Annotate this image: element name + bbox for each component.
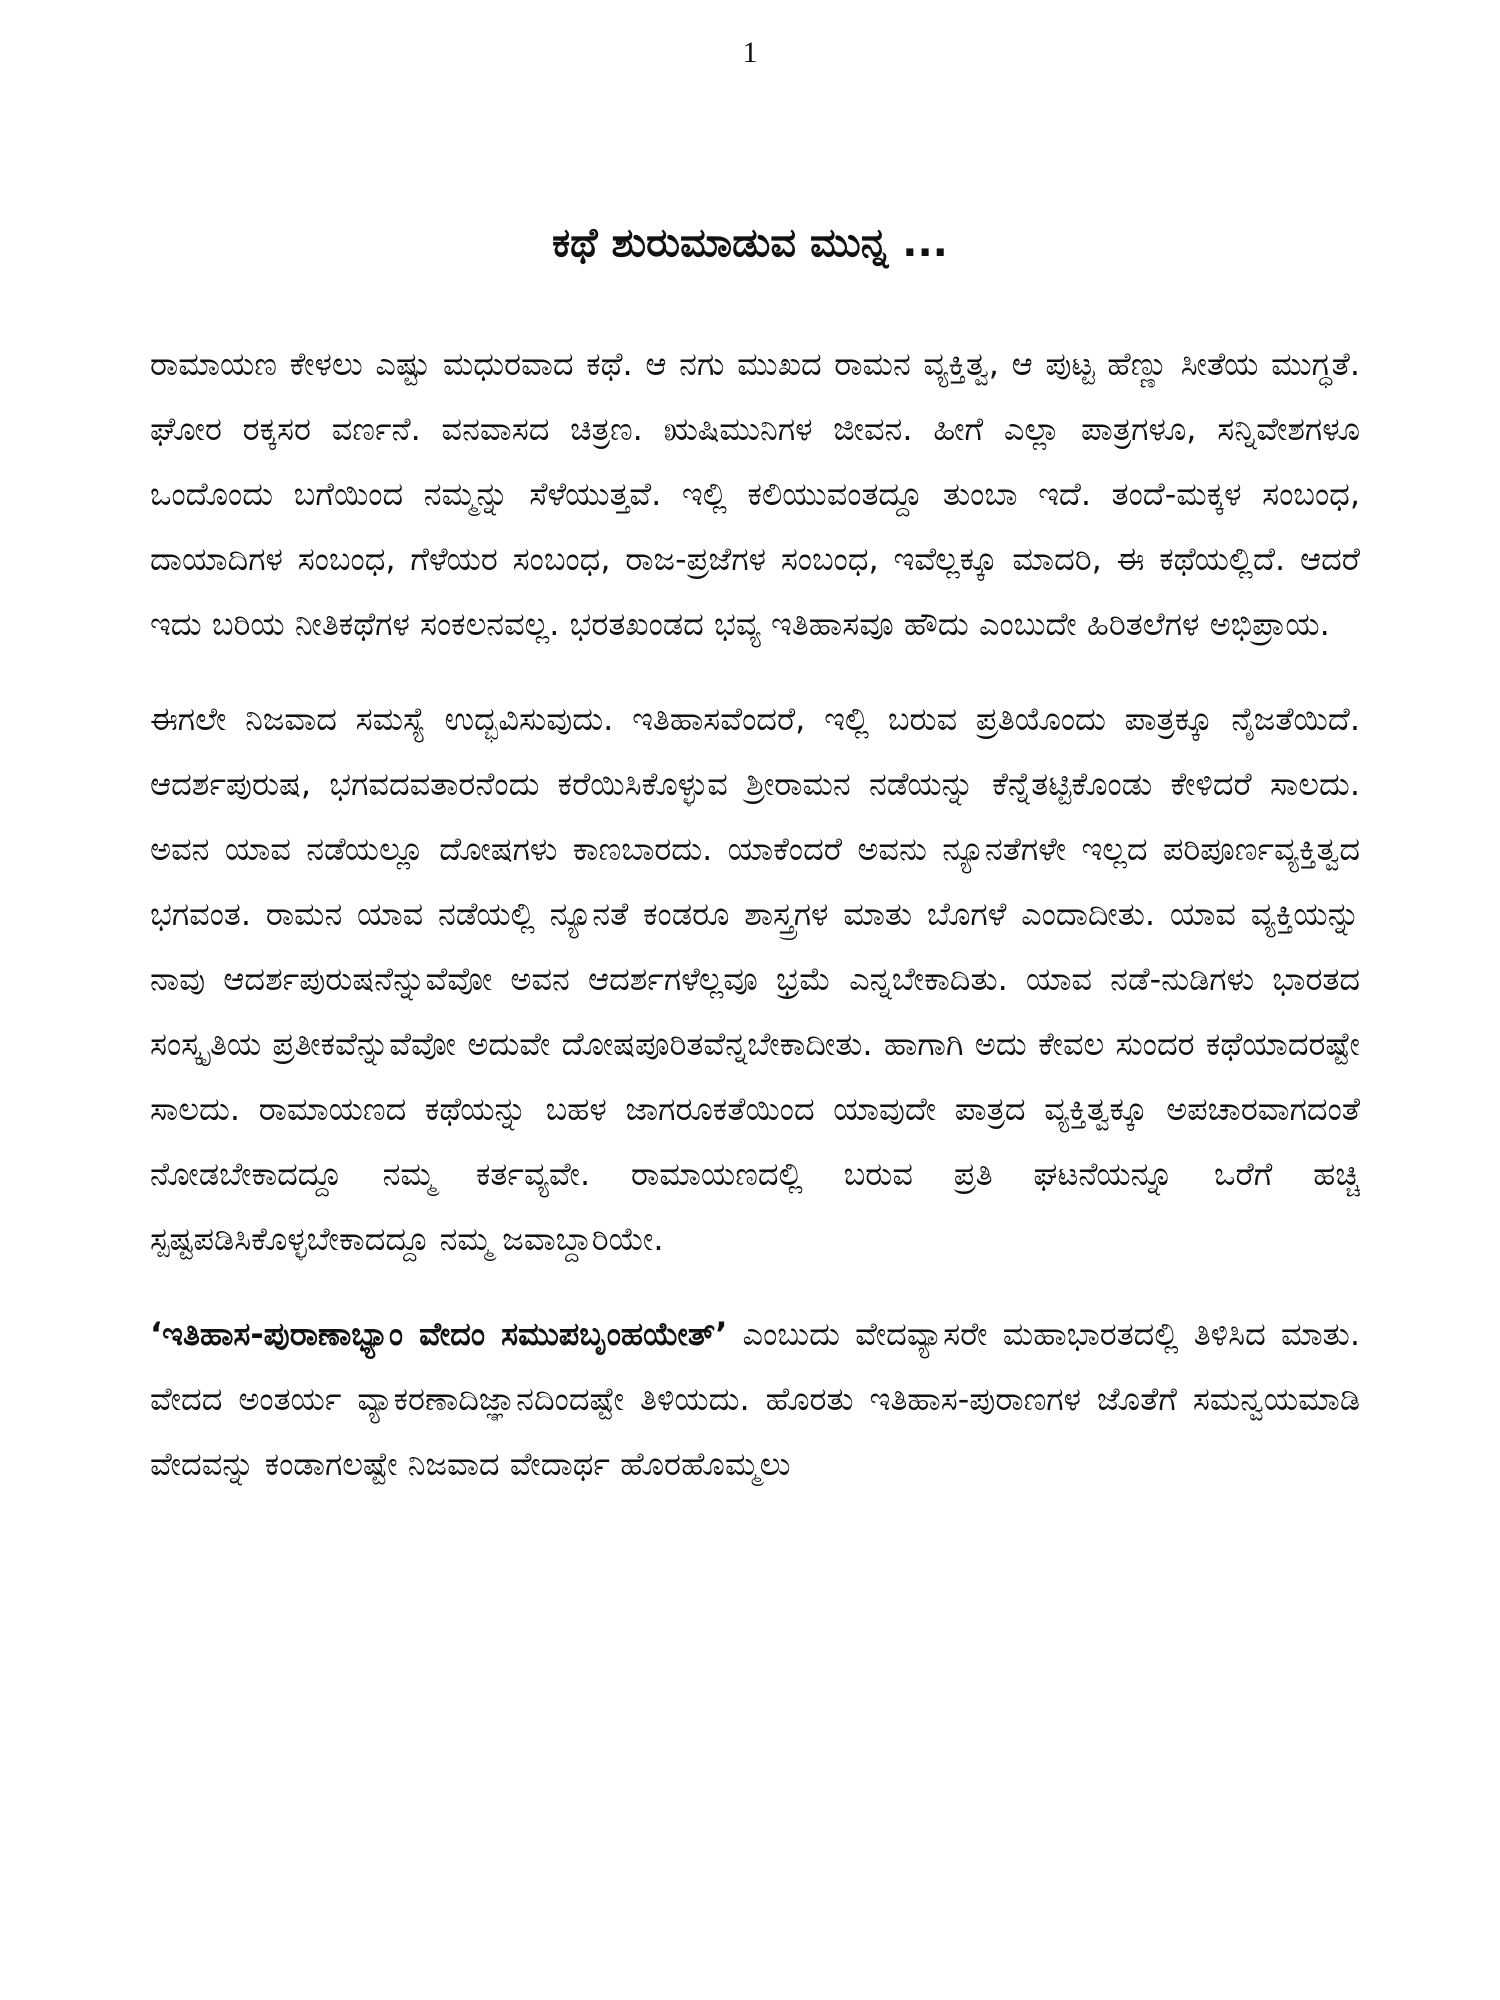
paragraph-3 [150,1302,1360,1497]
paragraph-2: ಈಗಲೇ ನಿಜವಾದ ಸಮಸ್ಯೆ ಉದ್ಭವಿಸುವುದು. ಇತಿಹಾಸವೆಂದರೆ, ಇಲ್ಲಿ ಬರುವ ಪ್ರತಿಯೊಂದು ಪಾತ್ರಕ್ಕೂ ನೈಜತೆಯಿದೆ. ಆದರ್ಶಪುರುಷ, ಭಗವದವತಾರನೆಂದು ಕರೆಯಿಸಿಕೊಳ್ಳುವ ಶ್ರೀರಾಮನ ನಡೆಯನ್ನು ಕೆನ್ನೆತಟ್ಟಿಕೊಂಡು ಕೇಳಿದರೆ ಸಾಲದು. ಅವನ ಯಾವ ನಡೆಯಲ್ಲೂ ದೋಷಗಳು ಕಾಣಬಾರದು. ಯಾಕೆಂದರೆ ಅವನು ನ್ಯೂನತೆಗಳೇ ಇಲ್ಲದ ಪರಿಪೂರ್ಣವ್ಯಕ್ತಿತ್ವದ ಭಗವಂತ. ರಾಮನ ಯಾವ ನಡೆಯಲ್ಲಿ ನ್ಯೂನತೆ ಕಂಡರೂ ಶಾಸ್ತ್ರಗಳ ಮಾತು ಬೊಗಳೆ ಎಂದಾದೀತು. ಯಾವ ವ್ಯಕ್ತಿಯನ್ನು ನಾವು ಆದರ್ಶಪುರುಷನೆನ್ನುವೆವೋ ಅವನ ಆದರ್ಶಗಳೆಲ್ಲವೂ ಭ್ರಮೆ ಎನ್ನಬೇಕಾದಿತು. ಯಾವ ನಡೆ-ನುಡಿಗಳು ಭಾರತದ ಸಂಸ್ಕೃತಿಯ ಪ್ರತೀಕವೆನ್ನುವೆವೋ ಅದುವೇ ದೋಷಪೂರಿತವೆನ್ನಬೇಕಾದೀತು. ಹಾಗಾಗಿ ಅದು ಕೇವಲ ಸುಂದರ ಕಥೆಯಾದರಷ್ಟೇ ಸಾಲದು. ರಾಮಾಯಣದ ಕಥೆಯನ್ನು ಬಹಳ ಜಾಗರೂಕತೆಯಿಂದ ಯಾವುದೇ ಪಾತ್ರದ ವ್ಯಕ್ತಿತ್ವಕ್ಕೂ ಅಪಚಾರವಾಗದಂತೆ ನೋಡಬೇಕಾದದ್ದೂ ನಮ್ಮ ಕರ್ತವ್ಯವೇ. ರಾಮಾಯಣದಲ್ಲಿ ಬರುವ ಪ್ರತಿ ಘಟನೆಯನ್ನೂ ಒರೆಗೆ ಹಚ್ಚಿ ಸ್ಪಷ್ಟಪಡಿಸಿಕೊಳ್ಳಬೇಕಾದದ್ದೂ ನಮ್ಮ ಜವಾಬ್ದಾರಿಯೇ. [150,700,1360,1258]
paragraph-1: ರಾಮಾಯಣ ಕೇಳಲು ಎಷ್ಟು ಮಧುರವಾದ ಕಥೆ. ಆ ನಗು ಮುಖದ ರಾಮನ ವ್ಯಕ್ತಿತ್ವ, ಆ ಪುಟ್ಟ ಹೆಣ್ಣು ಸೀತೆಯ ಮುಗ್ಧತೆ. ಘೋರ ರಕ್ಕಸರ ವರ್ಣನೆ. ವನವಾಸದ ಚಿತ್ರಣ. ಋಷಿಮುನಿಗಳ ಜೀವನ. ಹೀಗೆ ಎಲ್ಲಾ ಪಾತ್ರಗಳೂ, ಸನ್ನಿವೇಶಗಳೂ ಒಂದೊಂದು ಬಗೆಯಿಂದ ನಮ್ಮನ್ನು ಸೆಳೆಯುತ್ತವೆ. ಇಲ್ಲಿ ಕಲಿಯುವಂತದ್ದೂ ತುಂಬಾ ಇದೆ. ತಂದೆ-ಮಕ್ಕಳ ಸಂಬಂಧ, ದಾಯಾದಿಗಳ ಸಂಬಂಧ, ಗೆಳೆಯರ ಸಂಬಂಧ, ರಾಜ-ಪ್ರಜೆಗಳ ಸಂಬಂಧ, ಇವೆಲ್ಲಕ್ಕೂ ಮಾದರಿ, ಈ ಕಥೆಯಲ್ಲಿದೆ. ಆದರೆ ಇದು ಬರಿಯ ನೀತಿಕಥೆಗಳ ಸಂಕಲನವಲ್ಲ. ಭರತಖಂಡದ ಭವ್ಯ ಇತಿಹಾಸವೂ ಹೌದು ಎಂಬುದೇ ಹಿರಿತಲೆಗಳ ಅಭಿಪ್ರಾಯ. [150,345,1360,643]
paragraph-3-text: ಎಂಬುದು ವೇದವ್ಯಾಸರೇ ಮಹಾಭಾರತದಲ್ಲಿ ತಿಳಿಸಿದ ಮಾತು. ವೇದದ ಅಂತರ್ಯ ವ್ಯಾಕರಣಾದಿಜ್ಞಾನದಿಂದಷ್ಟೇ ತಿಳಿಯದು. ಹೊರತು ಇತಿಹಾಸ-ಪುರಾಣಗಳ ಜೊತೆಗೆ ಸಮನ್ವಯಮಾಡಿ ವೇದವನ್ನು ಕಂಡಾಗಲಷ್ಟೇ ನಿಜವಾದ ವೇದಾರ್ಥ ಹೊರಹೊಮ್ಮಲು [150,1315,1360,1483]
page-title: ಕಥೆ ಶುರುಮಾಡುವ ಮುನ್ನ ... [552,220,948,266]
page-number: 1 [742,36,758,69]
sanskrit-quote: ‘ಇತಿಹಾಸ-ಪುರಾಣಾಭ್ಯಾಂ ವೇದಂ ಸಮುಪಬೃಂಹಯೇತ್’ [150,1315,728,1353]
body-text [150,332,1360,1527]
